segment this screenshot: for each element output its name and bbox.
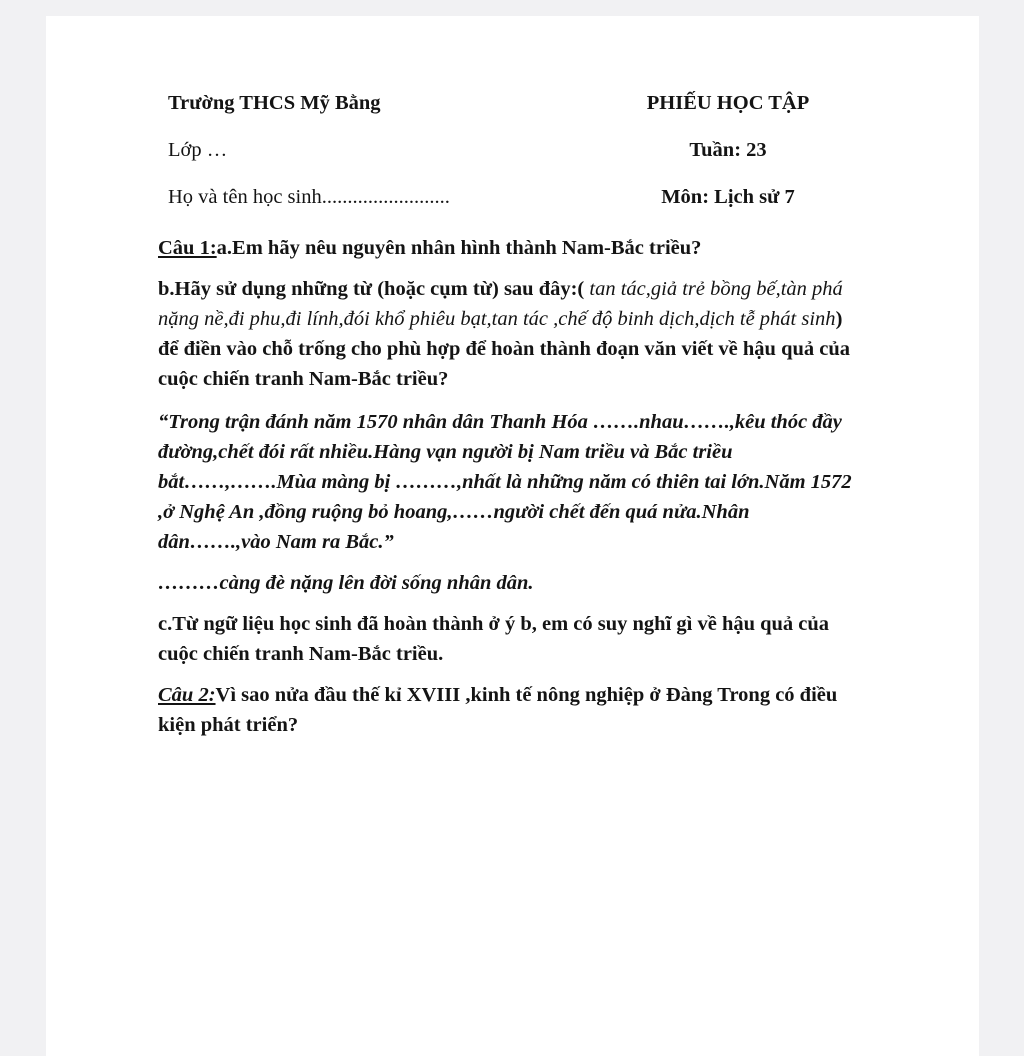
question-1-label: Câu 1: <box>158 237 217 259</box>
worksheet-page <box>46 16 979 1056</box>
word-bank: tan tác,giả trẻ bồng bế,tàn phá nặng nề,đi phu,đi lính,đói khổ phiêu bạt,tan tác ,chế độ binh dịch,dịch tễ phát sinh <box>158 278 843 330</box>
worksheet-content <box>158 88 858 740</box>
subject-label: Môn: Lịch sử 7 <box>661 186 795 208</box>
class-label: Lớp … <box>168 139 228 161</box>
question-2 <box>158 680 858 740</box>
document-title: PHIẾU HỌC TẬP <box>646 92 810 114</box>
question-2-label: Câu 2: <box>158 684 216 706</box>
question-2-text: Vì sao nửa đầu thế kỉ XVIII ,kinh tế nông nghiệp ở Đàng Trong có điều kiện phát triển? <box>158 684 838 736</box>
question-1-part-b <box>158 274 858 394</box>
school-name: Trường THCS Mỹ Bằng <box>168 92 381 114</box>
question-1-part-a <box>158 233 858 263</box>
question-1-b-intro: b.Hãy sử dụng những từ (hoặc cụm từ) sau đây:( <box>158 278 585 300</box>
fill-in-passage-tail: ………càng đè nặng lên đời sống nhân dân. <box>158 572 534 594</box>
question-1-part-c: c.Từ ngữ liệu học sinh đã hoàn thành ở ý b, em có suy nghĩ gì về hậu quả của cuộc chiến tranh Nam-Bắc triều. <box>158 613 830 665</box>
question-1-a-text: a.Em hãy nêu nguyên nhân hình thành Nam-Bắc triều? <box>216 237 702 259</box>
student-name-label: Họ và tên học sinh......................... <box>168 186 450 208</box>
fill-in-passage: “Trong trận đánh năm 1570 nhân dân Thanh Hóa …….nhau…….,kêu thóc đầy đường,chết đói rất nhiều.Hàng vạn người bị Nam triều và Bắc triều bắt……,…….Mùa màng bị ………,nhất là những năm có thiên tai lớn.Năm 1572 ,ở Nghệ An ,đồng ruộng bỏ hoang,……người chết đến quá nửa.Nhân dân…….,vào Nam ra Bắc.” <box>158 411 852 553</box>
header-row-3 <box>158 182 858 229</box>
question-1-b-rest: ) để điền vào chỗ trống cho phù hợp để hoàn thành đoạn văn viết về hậu quả của cuộc chiến tranh Nam-Bắc triều? <box>158 308 851 390</box>
week-label: Tuần: 23 <box>689 139 767 161</box>
header-row-2 <box>158 135 858 182</box>
header-row-1 <box>158 88 858 135</box>
